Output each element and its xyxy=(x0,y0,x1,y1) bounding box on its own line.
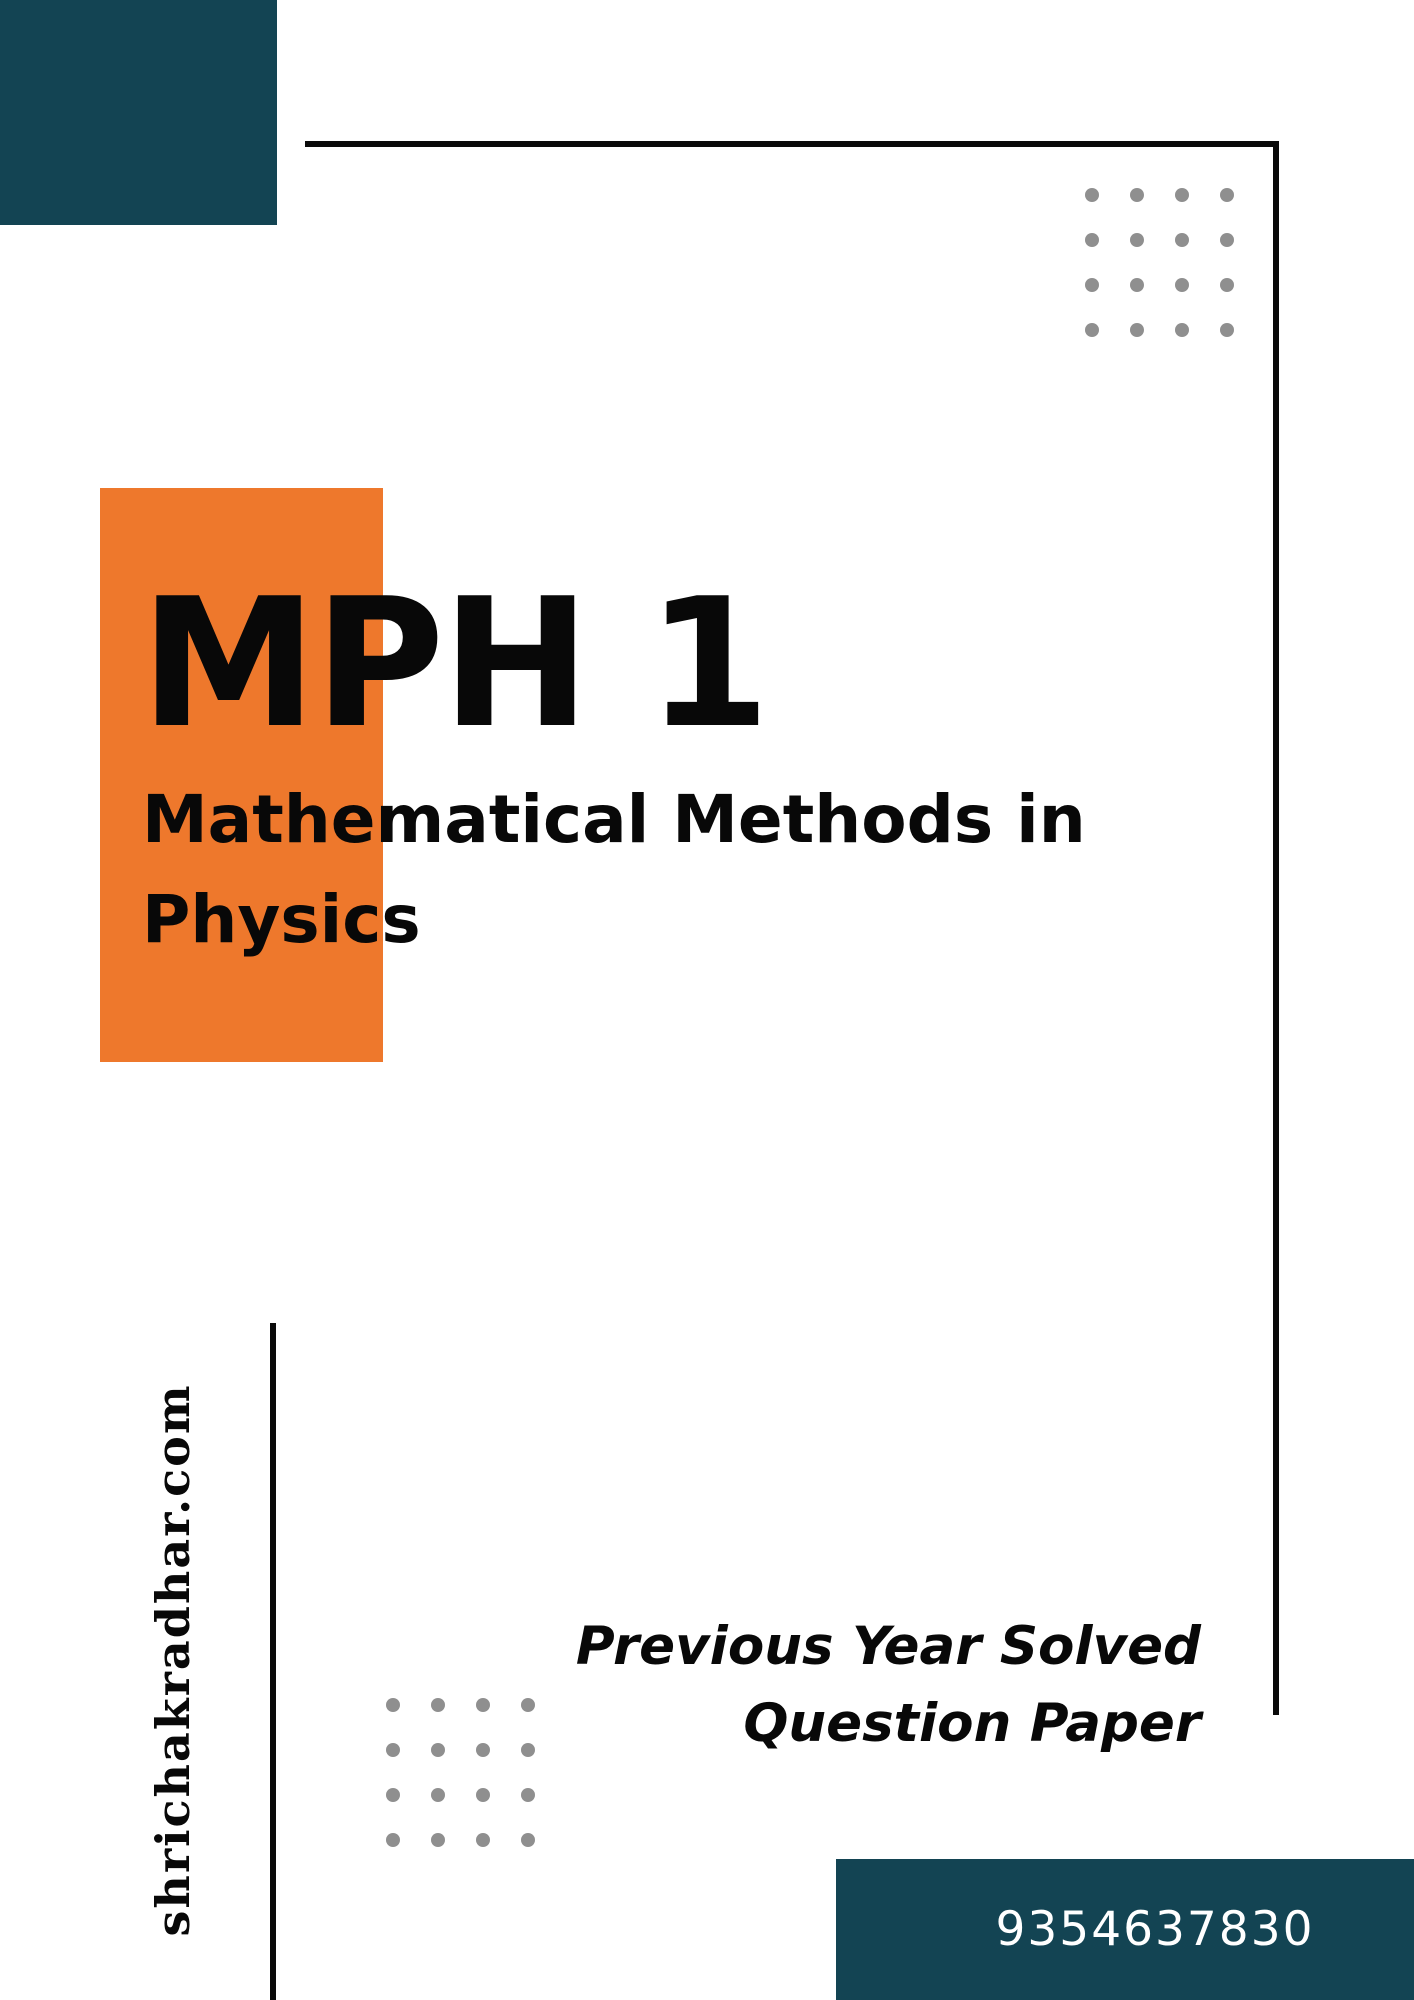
dot-grid-decoration-top xyxy=(1085,188,1234,337)
phone-number: 9354637830 xyxy=(995,1902,1315,1957)
website-text: shrichakradhar.com xyxy=(146,1383,200,1937)
frame-line-top xyxy=(305,141,1279,147)
frame-line-right xyxy=(1273,141,1279,1715)
course-title-heading: Mathematical Methods in Physics xyxy=(142,781,1086,958)
teal-corner-block-top xyxy=(0,0,277,225)
course-code-heading: MPH 1 xyxy=(140,560,768,767)
cover-subtitle: Previous Year Solved Question Paper xyxy=(575,1616,1201,1754)
frame-line-left xyxy=(270,1323,276,2000)
